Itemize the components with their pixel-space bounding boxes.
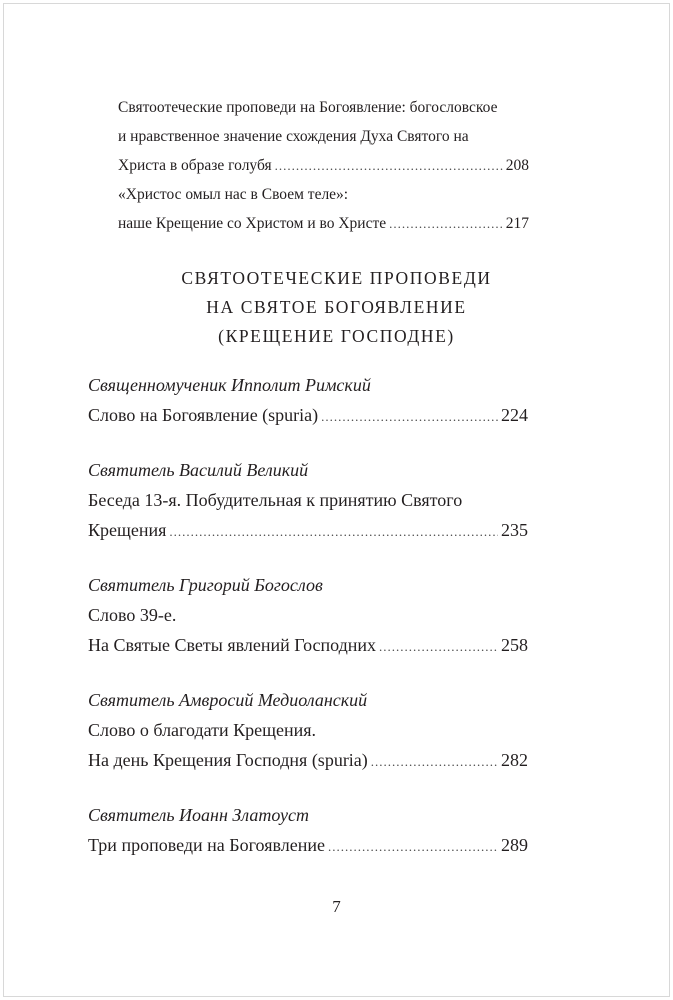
toc-entry-last-row[interactable] xyxy=(88,400,528,432)
toc-entry xyxy=(88,800,528,862)
toc-author: Святитель Амвросий Медиоланский xyxy=(88,690,368,710)
toc-entry xyxy=(88,370,528,432)
section-heading-line: НА СВЯТОЕ БОГОЯВЛЕНИЕ xyxy=(206,297,467,317)
dot-leader xyxy=(389,209,503,238)
section-heading xyxy=(0,264,673,351)
dot-leader xyxy=(379,632,498,662)
toc-entry xyxy=(88,455,528,547)
toc-entry-title: Крещения xyxy=(88,520,167,540)
toc-author: Святитель Иоанн Златоуст xyxy=(88,805,309,825)
toc-entry-last-row[interactable] xyxy=(88,830,528,862)
dot-leader xyxy=(169,517,498,547)
toc-page-number: 208 xyxy=(505,157,529,174)
dot-leader xyxy=(371,747,498,777)
section-heading-line: СВЯТООТЕЧЕСКИЕ ПРОПОВЕДИ xyxy=(181,268,492,288)
toc-entry-line: и нравственное значение схождения Духа Святого на xyxy=(118,128,469,145)
toc-entry-title: наше Крещение со Христом и во Христе xyxy=(118,215,387,232)
toc-entry-title: Три проповеди на Богоявление xyxy=(88,835,325,855)
toc-entry-line: Беседа 13-я. Побудительная к принятию Святого xyxy=(88,490,463,510)
section-heading-line: (КРЕЩЕНИЕ ГОСПОДНЕ) xyxy=(218,326,455,346)
dot-leader xyxy=(275,151,503,180)
toc-author: Священномученик Ипполит Римский xyxy=(88,375,371,395)
toc-entry-last-row[interactable] xyxy=(118,209,529,238)
toc-entry-line: Слово 39-е. xyxy=(88,605,177,625)
toc-entry-last-row[interactable] xyxy=(88,515,528,547)
toc-page-number: 235 xyxy=(501,520,528,540)
toc-entry xyxy=(88,685,528,777)
toc-top-block xyxy=(118,93,529,238)
toc-page-number: 217 xyxy=(505,215,529,232)
toc-entry-title: На Святые Светы явлений Господних xyxy=(88,635,377,655)
toc-page-number: 224 xyxy=(501,405,528,425)
toc-entry-line: «Христос омыл нас в Своем теле»: xyxy=(118,186,349,203)
toc-entry-last-row[interactable] xyxy=(88,630,528,662)
toc-page-number: 282 xyxy=(501,750,528,770)
toc-entry-last-row[interactable] xyxy=(118,151,529,180)
page-number: 7 xyxy=(332,897,341,916)
toc-entry-line: Слово о благодати Крещения. xyxy=(88,720,317,740)
toc-entry xyxy=(118,180,529,238)
toc-entry xyxy=(118,93,529,180)
toc-entry-title: Слово на Богоявление (spuria) xyxy=(88,405,319,425)
toc-author: Святитель Григорий Богослов xyxy=(88,575,323,595)
toc-entries xyxy=(88,370,528,885)
toc-page-number: 258 xyxy=(501,635,528,655)
dot-leader xyxy=(321,402,498,432)
toc-entry-last-row[interactable] xyxy=(88,745,528,777)
toc-entry-line: Святоотеческие проповеди на Богоявление: богословское xyxy=(118,99,498,116)
toc-author: Святитель Василий Великий xyxy=(88,460,309,480)
toc-entry xyxy=(88,570,528,662)
toc-entry-title: Христа в образе голубя xyxy=(118,157,272,174)
toc-entry-title: На день Крещения Господня (spuria) xyxy=(88,750,368,770)
toc-page-number: 289 xyxy=(501,835,528,855)
dot-leader xyxy=(328,832,498,862)
